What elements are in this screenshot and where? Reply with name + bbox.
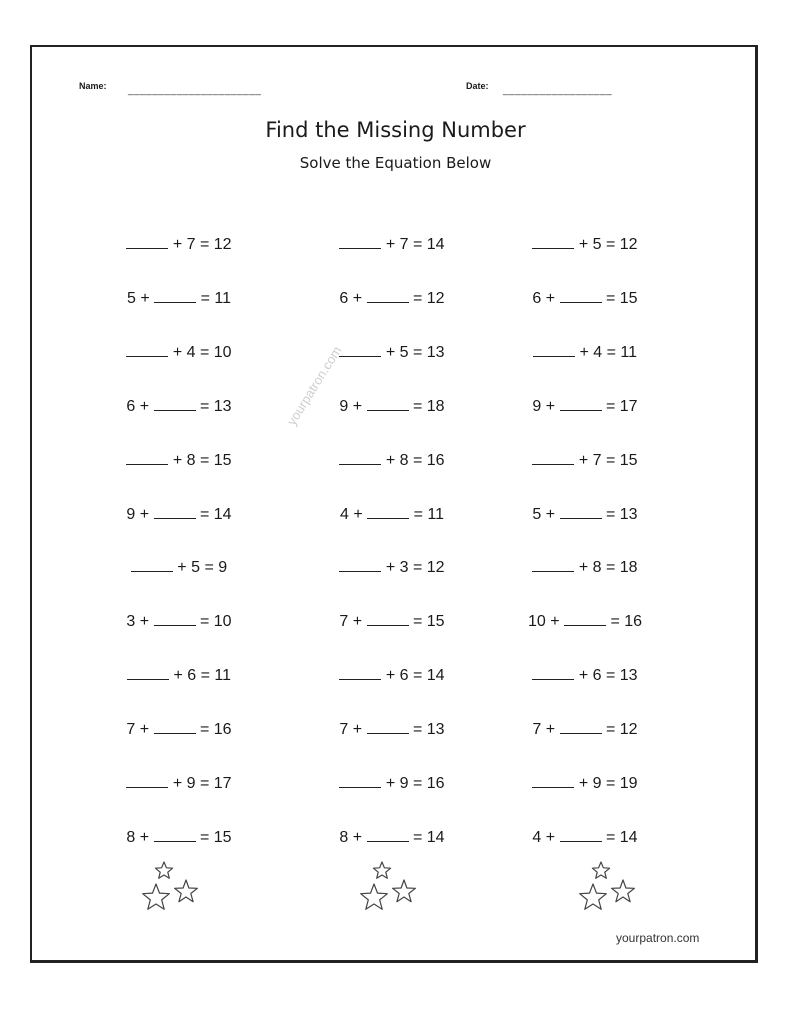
problem-item	[485, 559, 685, 577]
answer-blank[interactable]	[339, 452, 381, 465]
answer-blank[interactable]	[560, 506, 602, 519]
problem-prefix: 9 +	[532, 397, 560, 415]
problem-item	[485, 667, 685, 685]
problem-prefix: 5 +	[127, 289, 155, 307]
answer-blank[interactable]	[339, 667, 381, 680]
answer-blank[interactable]	[154, 613, 196, 626]
problem-suffix: + 6 = 11	[169, 667, 231, 685]
problem-item	[79, 559, 279, 577]
answer-blank[interactable]	[532, 559, 574, 572]
problem-suffix: = 16	[606, 613, 643, 631]
answer-blank[interactable]	[126, 775, 168, 788]
problem-item	[79, 506, 279, 524]
problem-suffix: = 13	[195, 397, 232, 415]
problem-suffix: + 9 = 19	[574, 775, 638, 792]
problem-item	[79, 398, 279, 416]
problem-suffix: + 6 = 14	[381, 667, 445, 685]
problem-item	[79, 452, 279, 470]
date-label: Date:	[466, 81, 489, 91]
problem-item	[79, 829, 279, 847]
problem-item	[79, 290, 279, 308]
answer-blank[interactable]	[560, 398, 602, 411]
answer-blank[interactable]	[367, 613, 409, 626]
star-icon	[175, 880, 198, 902]
answer-blank[interactable]	[533, 344, 575, 357]
name-line: ______________________	[128, 85, 262, 96]
footer-credit: yourpatron.com	[616, 931, 700, 945]
answer-blank[interactable]	[367, 829, 409, 842]
problem-item	[485, 398, 685, 416]
problem-item	[79, 667, 279, 685]
problem-item	[292, 452, 492, 470]
worksheet-border	[30, 45, 758, 963]
problem-suffix: + 7 = 15	[574, 451, 638, 469]
problem-item	[485, 721, 685, 739]
problem-prefix: 7 +	[339, 613, 367, 631]
answer-blank[interactable]	[560, 290, 602, 303]
problem-item	[485, 613, 685, 631]
problem-item	[292, 829, 492, 847]
star-icon	[143, 884, 170, 909]
star-cluster-icon	[356, 856, 426, 918]
problem-suffix: = 15	[408, 613, 445, 631]
problem-item	[292, 344, 492, 362]
star-cluster-icon	[575, 856, 645, 918]
problem-suffix: = 15	[195, 828, 232, 846]
problem-prefix: 4 +	[340, 505, 368, 523]
problem-item	[292, 506, 492, 524]
problem-prefix: 10 +	[527, 613, 564, 631]
answer-blank[interactable]	[532, 667, 574, 680]
problem-suffix: = 14	[195, 505, 232, 523]
problem-item	[485, 290, 685, 308]
problem-suffix: = 13	[601, 505, 638, 523]
problem-suffix: + 7 = 14	[381, 236, 445, 253]
problem-item	[485, 829, 685, 847]
problem-suffix: + 4 = 11	[575, 343, 637, 361]
problem-suffix: + 4 = 10	[168, 343, 232, 361]
answer-blank[interactable]	[532, 236, 574, 249]
problem-prefix: 3 +	[126, 613, 154, 631]
problem-item	[292, 559, 492, 577]
problem-suffix: = 18	[408, 397, 445, 415]
problem-item	[292, 398, 492, 416]
problem-suffix: + 9 = 16	[381, 775, 445, 792]
answer-blank[interactable]	[339, 344, 381, 357]
problem-item	[485, 236, 685, 254]
answer-blank[interactable]	[560, 721, 602, 734]
problem-suffix: = 11	[196, 289, 231, 307]
problem-item	[79, 721, 279, 739]
answer-blank[interactable]	[339, 236, 381, 249]
answer-blank[interactable]	[154, 290, 196, 303]
answer-blank[interactable]	[564, 613, 606, 626]
problem-item	[79, 613, 279, 631]
problem-prefix: 7 +	[339, 721, 367, 739]
problem-suffix: = 12	[408, 289, 445, 307]
answer-blank[interactable]	[367, 398, 409, 411]
problem-suffix: + 5 = 12	[574, 236, 638, 253]
answer-blank[interactable]	[154, 506, 196, 519]
problem-item	[292, 721, 492, 739]
answer-blank[interactable]	[532, 775, 574, 788]
problem-prefix: 8 +	[339, 828, 367, 846]
problem-item	[292, 290, 492, 308]
answer-blank[interactable]	[367, 290, 409, 303]
problem-item	[485, 775, 685, 793]
problem-suffix: = 16	[195, 721, 232, 739]
answer-blank[interactable]	[154, 398, 196, 411]
problem-suffix: = 13	[408, 721, 445, 739]
problem-item	[79, 344, 279, 362]
star-icon	[580, 884, 607, 909]
problem-suffix: = 10	[195, 613, 232, 631]
problem-suffix: + 5 = 9	[172, 559, 228, 577]
star-icon	[361, 884, 388, 909]
problem-suffix: + 5 = 13	[381, 343, 445, 361]
problem-suffix: = 12	[601, 721, 638, 739]
problem-item	[292, 236, 492, 254]
problem-suffix: = 11	[409, 505, 444, 523]
watermark: yourpatron.com	[284, 343, 345, 428]
answer-blank[interactable]	[560, 829, 602, 842]
answer-blank[interactable]	[126, 236, 168, 249]
answer-blank[interactable]	[339, 775, 381, 788]
answer-blank[interactable]	[339, 559, 381, 572]
problem-item	[292, 775, 492, 793]
problem-suffix: + 8 = 18	[574, 559, 638, 577]
answer-blank[interactable]	[154, 721, 196, 734]
problem-suffix: = 14	[408, 828, 445, 846]
star-icon	[373, 862, 390, 878]
problem-prefix: 9 +	[126, 505, 154, 523]
problem-suffix: + 7 = 12	[168, 236, 232, 253]
star-icon	[592, 862, 609, 878]
problem-suffix: = 17	[601, 397, 638, 415]
answer-blank[interactable]	[154, 829, 196, 842]
star-icon	[155, 862, 172, 878]
problem-prefix: 7 +	[532, 721, 560, 739]
answer-blank[interactable]	[367, 506, 409, 519]
star-icon	[393, 880, 416, 902]
answer-blank[interactable]	[131, 559, 173, 572]
problem-prefix: 5 +	[532, 505, 560, 523]
answer-blank[interactable]	[126, 452, 168, 465]
problem-item	[292, 613, 492, 631]
answer-blank[interactable]	[126, 344, 168, 357]
star-icon	[612, 880, 635, 902]
problem-prefix: 6 +	[339, 289, 367, 307]
problem-item	[485, 452, 685, 470]
problem-suffix: + 8 = 15	[168, 451, 232, 469]
page-subtitle: Solve the Equation Below	[299, 154, 492, 172]
answer-blank[interactable]	[532, 452, 574, 465]
name-label: Name:	[79, 81, 107, 91]
problem-suffix: + 8 = 16	[381, 451, 445, 469]
problem-prefix: 6 +	[532, 289, 560, 307]
problem-prefix: 7 +	[126, 721, 154, 739]
problem-item	[292, 667, 492, 685]
problem-item	[79, 236, 279, 254]
star-cluster-icon	[138, 856, 208, 918]
page-title: Find the Missing Number	[265, 118, 526, 142]
date-line: __________________	[503, 85, 613, 96]
problem-suffix: = 15	[601, 289, 638, 307]
problem-item	[485, 506, 685, 524]
problem-suffix: + 9 = 17	[168, 775, 232, 792]
problem-prefix: 6 +	[126, 397, 154, 415]
problem-prefix: 4 +	[532, 828, 560, 846]
answer-blank[interactable]	[367, 721, 409, 734]
problem-prefix: 9 +	[339, 397, 367, 415]
answer-blank[interactable]	[127, 667, 169, 680]
problem-prefix: 8 +	[126, 828, 154, 846]
problem-item	[485, 344, 685, 362]
problem-suffix: = 14	[601, 828, 638, 846]
problem-item	[79, 775, 279, 793]
problem-suffix: + 6 = 13	[574, 667, 638, 685]
problem-suffix: + 3 = 12	[381, 559, 445, 577]
